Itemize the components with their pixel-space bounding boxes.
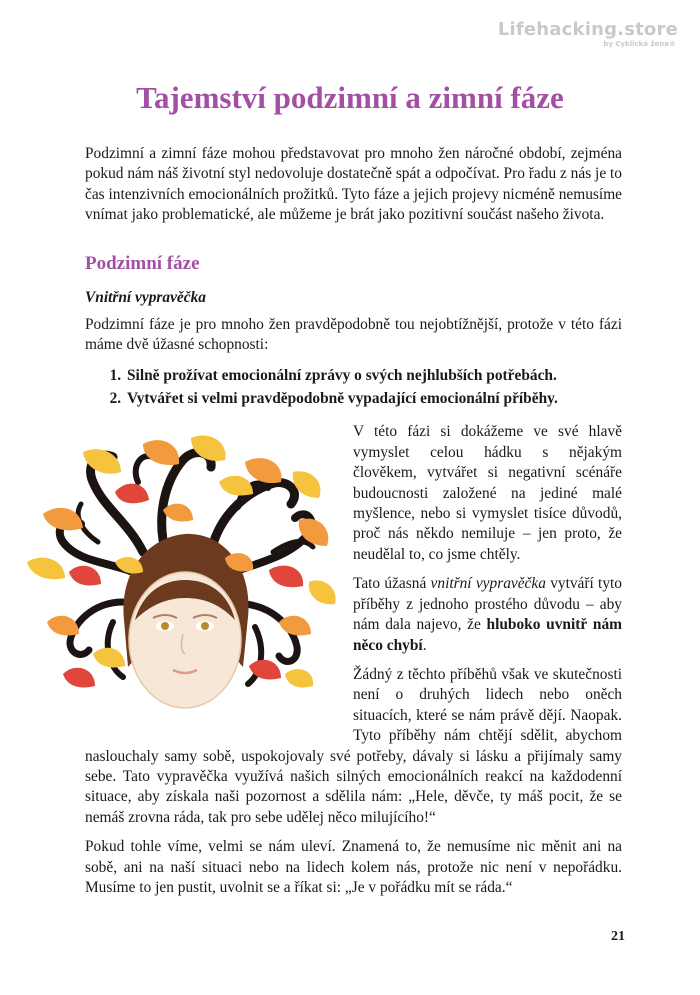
autumn-woman-illustration-icon — [23, 422, 341, 738]
p2-emphasis: vnitřní vypravěčka — [430, 575, 546, 593]
list-item: 1. Silně prožívat emocionální zprávy o svých nejhlubších potřebách. — [125, 364, 622, 387]
p2-text-c: . — [422, 636, 427, 654]
section-heading: Podzimní fáze — [85, 252, 200, 274]
p2-text-b: vytváří tyto příběhy z jednoho prostého důvodu – aby nám dala najevo, že — [353, 575, 622, 634]
article-body — [85, 144, 622, 907]
story-paragraph-1: V této fázi si dokážeme ve své hlavě vymyslet celou hádku s nějakým člověkem, vytvářet si negativní scénáře budoucnosti založené na jediné malé myšlence, nebo si vymyslet tisíce důvodů, proč nás někdo nemiluje – jen proto, že neudělal to, co jsme chtěly. — [353, 423, 622, 563]
illustrated-text — [85, 422, 622, 898]
p2-text-a: Tato úžasná — [353, 575, 431, 593]
page-title: Tajemství podzimní a zimní fáze — [136, 80, 564, 115]
intro-paragraph: Podzimní a zimní fáze mohou představovat pro mnoho žen náročné období, zejména pokud nám náš životní styl nedovoluje dostatečně spát a odpočívat. Pro řadu z nás je to čas intenzivních emocionálních prožitků. Tyto fáze a jejich projevy nicméně nemusíme vnímat jako problematické, ale můžeme je brát jako pozitivní součást našeho života. — [85, 145, 622, 224]
abilities-list — [85, 364, 622, 410]
story-paragraph-4: Pokud tohle víme, velmi se nám uleví. Znamená to, že nemusíme nic měnit ani na sobě, ani na naší situaci nebo na lidech kolem nás, protože nic není v nepořádku. Musíme to jen pustit, uvolnit se a říkat si: „Je v pořádku mít se ráda.“ — [85, 838, 622, 896]
story-paragraph-3: Žádný z těchto příběhů však ve skutečnosti není o druhých lidech nebo oněch situacích, které se nám právě dějí. Naopak. Tyto příběhy nám chtějí sdělit, abychom naslouchaly samy sobě, uspokojovaly své potřeby, dávaly si lásku a přijímaly samy sebe. Tato vypravěčka využívá našich silných emocionálních reakcí na každodenní situace, aby získala naši pozornost a sdělila nám: „Hele, děvče, ty máš pocit, že se nemáš zrovna ráda, tak pro sebe udělej něco milujícího!“ — [85, 665, 622, 826]
list-item: 2. Vytvářet si velmi pravděpodobně vypadající emocionální příběhy. — [125, 387, 622, 410]
p2-strong: hluboko uvnitř nám něco chybí — [353, 616, 622, 654]
autumn-woman-illustration — [23, 422, 341, 738]
sub-heading: Vnitřní vypravěčka — [85, 288, 206, 306]
watermark-logo — [498, 20, 678, 49]
page-number: 21 — [611, 929, 625, 944]
watermark-brand: Lifehacking.store — [497, 19, 678, 40]
watermark-byline: by Cyklická žena® — [603, 40, 676, 48]
lead-paragraph: Podzimní fáze je pro mnoho žen pravděpodobně tou nejobtížnější, protože v této fázi máme dvě úžasné schopnosti: — [85, 315, 622, 354]
